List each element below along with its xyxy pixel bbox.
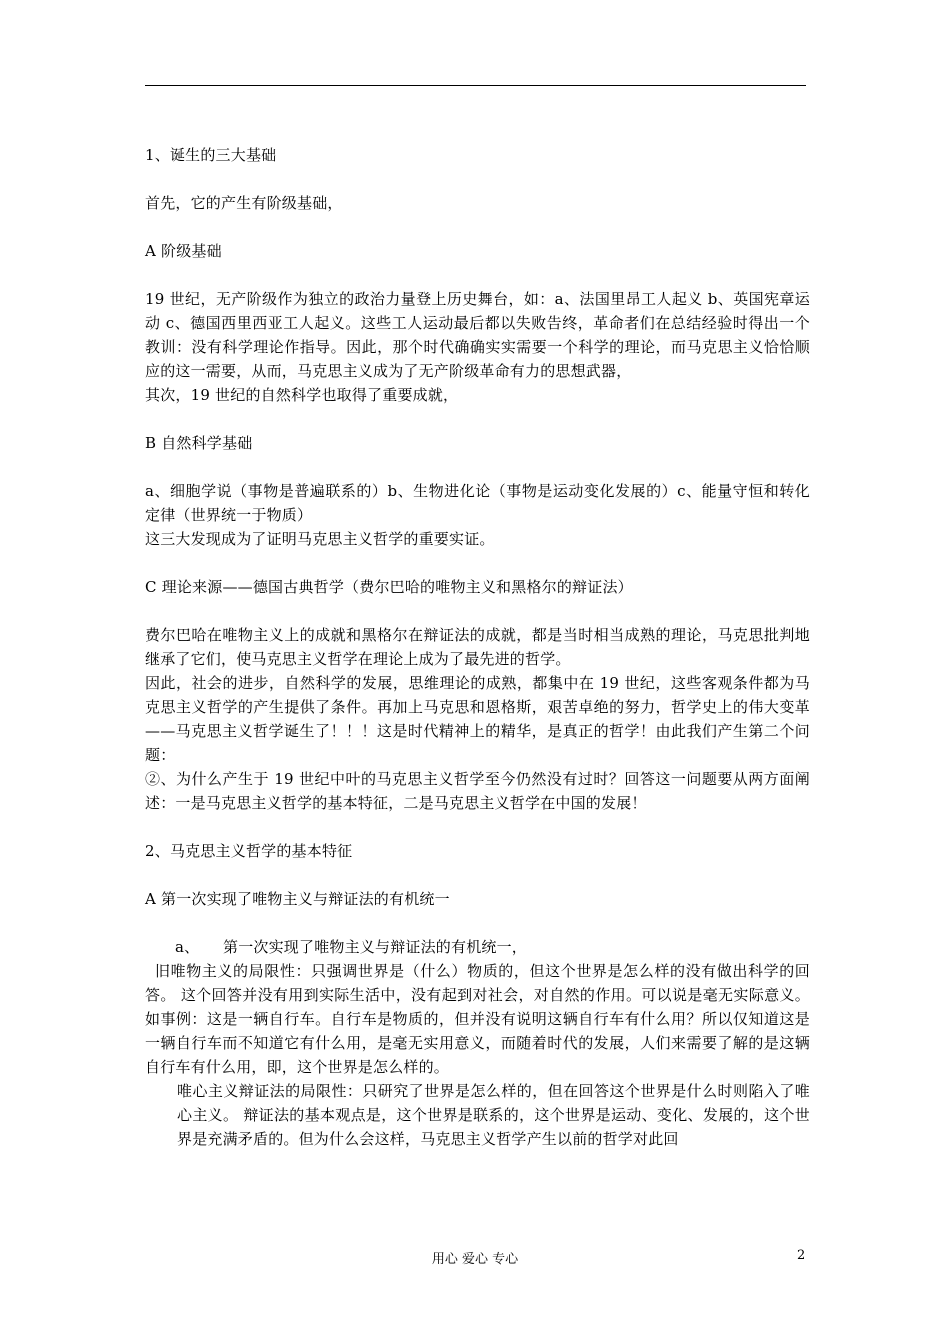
page-number: 2: [797, 1248, 806, 1263]
paragraph-idealist-dialectics: 唯心主义辩证法的局限性：只研究了世界是怎么样的，但在回答这个世界是什么时则陷入了唯心主义。 辩证法的基本观点是，这个世界是联系的，这个世界是运动、变化、发展的，这个世界是充满矛盾的。但为什么会这样，马克思主义哲学产生以前的哲学对此回: [177, 1082, 810, 1148]
section-2-heading: 2、马克思主义哲学的基本特征: [145, 842, 353, 860]
header-rule: [145, 85, 806, 86]
paragraph-question-2: ②、为什么产生于 19 世纪中叶的马克思主义哲学至今仍然没有过时？回答这一问题要从两方面阐述：一是马克思主义哲学的基本特征，二是马克思主义哲学在中国的发展！: [145, 770, 810, 812]
paragraph-evidence: 这三大发现成为了证明马克思主义哲学的重要实证。: [145, 530, 495, 548]
heading-a2-unity: A 第一次实现了唯物主义与辩证法的有机统一: [145, 890, 450, 908]
paragraph-feuerbach-hegel: 费尔巴哈在唯物主义上的成就和黑格尔在辩证法的成就，都是当时相当成熟的理论，马克思批判地继承了它们，使马克思主义哲学在理论上成为了最先进的哲学。: [145, 626, 810, 668]
paragraph-three-discoveries: a、细胞学说（事物是普遍联系的）b、生物进化论（事物是运动变化发展的）c、能量守恒和转化定律（世界统一于物质）: [145, 482, 810, 524]
paragraph-second: 其次，19 世纪的自然科学也取得了重要成就，: [145, 386, 459, 404]
paragraph-19th-century: 19 世纪，无产阶级作为独立的政治力量登上历史舞台，如：a、法国里昂工人起义 b、英国宪章运动 c、德国西里西亚工人起义。这些工人运动最后都以失败告终，革命者们在总结经验时得出一个教训：没有科学理论作指导。因此，那个时代确确实实需要一个科学的理论，而马克思主义恰恰顺应的这一需要，从而，马克思主义成为了无产阶级革命有力的思想武器，: [145, 290, 810, 380]
paragraph-first: 首先，它的产生有阶级基础，: [145, 194, 343, 212]
heading-b-science-basis: B 自然科学基础: [145, 434, 253, 452]
list-item-a: [145, 935, 810, 959]
list-item-text: 第一次实现了唯物主义与辩证法的有机统一，: [223, 938, 528, 956]
heading-c-theory-source: C 理论来源——德国古典哲学（费尔巴哈的唯物主义和黑格尔的辩证法）: [145, 578, 633, 596]
section-1-heading: 1、诞生的三大基础: [145, 146, 277, 164]
document-body: [145, 143, 810, 1151]
heading-a-class-basis: A 阶级基础: [145, 242, 222, 260]
paragraph-old-materialism: 旧唯物主义的局限性：只强调世界是（什么）物质的，但这个世界是怎么样的没有做出科学的回答。 这个回答并没有用到实际生活中，没有起到对社会，对自然的作用。可以说是毫无实际意义。如事例：这是一辆自行车。自行车是物质的，但并没有说明这辆自行车有什么用？所以仅知道这是一辆自行车而不知道它有什么用，是毫无实用意义，而随着时代的发展，人们来需要了解的是这辆自行车有什么用，即，这个世界是怎么样的。: [145, 962, 810, 1076]
footer-motto: 用心 爱心 专心: [431, 1252, 519, 1267]
list-item-marker: a、: [175, 938, 200, 956]
paragraph-therefore: 因此，社会的进步，自然科学的发展，思维理论的成熟，都集中在 19 世纪，这些客观条件都为马克思主义哲学的产生提供了条件。再加上马克思和恩格斯，艰苦卓绝的努力，哲学史上的伟大变革——马克思主义哲学诞生了！！！这是时代精神上的精华，是真正的哲学！由此我们产生第二个问题：: [145, 674, 810, 764]
